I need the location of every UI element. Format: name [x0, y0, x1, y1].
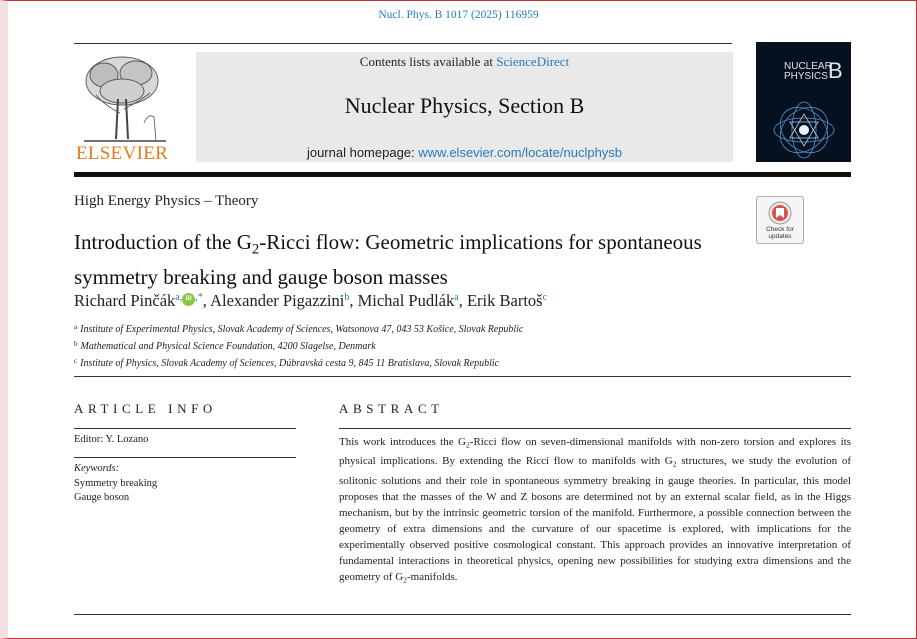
affiliation-item: [74, 354, 834, 371]
check-updates-icon: [757, 199, 803, 229]
citation-link[interactable]: [0, 9, 917, 21]
footer-rule: [74, 614, 851, 615]
title-part2: -Ricci flow: Geometric implications for spontaneous symmetry breaking and gauge boson masses: [74, 230, 702, 290]
article-info-rule: [74, 428, 296, 429]
author-name[interactable]: Richard Pinčák: [74, 291, 176, 310]
abstract-part: -Ricci flow on seven-dimensional manifolds with non-zero torsion and explores its physical implications. By extending the Ricci flow to manifolds with G: [339, 436, 851, 468]
affiliation-mark: b: [74, 340, 78, 348]
abstract-part: structures, we study the evolution of solitonic solutions and their role in spontaneous symmetry breaking in gauge theories. In particular, this model proposes that the masses of the W and Z bosons are determined not by an external scalar field, as in the Higgs mechanism, but by the intrinsic geometric torsion of the manifold. Furthermore, a possible connection between the geometry of extra dimensions and the curvature of our spacetime is explored, with implications for the experimentally observed positive cosmological constant. This approach provides an innovative interpretation of fundamental interactions in theoretical physics, opening new possibilities for studying extra dimensions and the geometry of G: [339, 455, 851, 583]
check-updates-line1: Check for: [766, 226, 794, 233]
homepage-line: [196, 145, 733, 160]
abstract-part: -manifolds.: [407, 570, 458, 583]
title-subscript: 2: [251, 241, 260, 258]
abstract-subscript: 2: [672, 459, 677, 469]
journal-banner: [196, 52, 733, 162]
affiliation-text: Institute of Physics, Slovak Academy of Sciences, Dúbravská cesta 9, 845 11 Bratislava, Slovak Republic: [80, 358, 500, 369]
article-title: [74, 228, 754, 291]
orcid-icon[interactable]: iD: [182, 293, 195, 306]
abstract-part: This work introduces the G: [339, 436, 466, 448]
contents-line: [196, 54, 733, 70]
check-for-updates-button[interactable]: [756, 196, 804, 244]
author-separator: ,: [458, 291, 467, 310]
author-separator: ,: [202, 291, 211, 310]
homepage-prefix: journal homepage:: [306, 145, 419, 160]
cover-art-icon: [756, 42, 851, 162]
article-info-rule: [74, 457, 296, 458]
cover-letter: B: [828, 58, 843, 83]
cover-title-line1: NUCLEAR: [784, 61, 832, 72]
keywords-list: [74, 477, 157, 505]
author-name[interactable]: Erik Bartoš: [466, 291, 543, 310]
check-updates-text: [757, 226, 803, 240]
keyword-item: Gauge boson: [74, 492, 130, 503]
abstract-rule: [339, 428, 851, 429]
article-section: High Energy Physics – Theory: [74, 193, 259, 209]
abstract-text: [339, 434, 851, 588]
check-updates-line2: updates: [768, 233, 792, 240]
contents-prefix: Contents lists available at: [359, 54, 497, 69]
section-rule: [74, 376, 851, 377]
author-separator: ,: [349, 291, 358, 310]
keywords-label: Keywords:: [74, 463, 120, 474]
affiliation-mark: c: [74, 357, 78, 365]
editor-line: Editor: Y. Lozano: [74, 434, 149, 445]
elsevier-wordmark: ELSEVIER: [76, 143, 169, 164]
header-rule: [74, 43, 732, 44]
author-marks[interactable]: a,: [175, 292, 183, 303]
affiliation-item: [74, 337, 834, 354]
cover-title-line2: PHYSICS: [784, 71, 828, 82]
author-name[interactable]: Michal Pudlák: [357, 291, 455, 310]
author-list: [74, 291, 774, 311]
affiliation-list: [74, 320, 834, 371]
affiliation-text: Institute of Experimental Physics, Slovak Academy of Sciences, Watsonova 47, 043 53 Košice, Slovak Republic: [80, 324, 524, 335]
affiliation-item: [74, 320, 834, 337]
author-marks[interactable]: b: [344, 292, 350, 303]
author-marks[interactable]: c: [542, 292, 548, 303]
keyword-item: Symmetry breaking: [74, 478, 158, 489]
affiliation-mark: a: [74, 323, 78, 331]
article-info-heading: ARTICLE INFO: [74, 401, 217, 416]
journal-cover[interactable]: [756, 42, 851, 162]
title-part1: Introduction of the G: [74, 230, 252, 254]
abstract-subscript: 2: [465, 440, 470, 450]
author-marks-after[interactable]: ,*: [195, 292, 203, 303]
journal-name: Nuclear Physics, Section B: [344, 93, 585, 118]
author-name[interactable]: Alexander Pigazzini: [210, 291, 345, 310]
author-marks[interactable]: a: [454, 292, 459, 303]
header-thick-rule: [74, 172, 851, 177]
homepage-link[interactable]: www.elsevier.com/locate/nuclphysb: [418, 145, 623, 160]
citation-text[interactable]: Nucl. Phys. B 1017 (2025) 116959: [378, 9, 539, 21]
abstract-subscript: 2: [403, 574, 407, 584]
sciencedirect-link[interactable]: ScienceDirect: [496, 54, 570, 69]
abstract-heading: ABSTRACT: [339, 401, 444, 416]
affiliation-text: Mathematical and Physical Science Foundation, 4200 Slagelse, Denmark: [80, 341, 376, 352]
